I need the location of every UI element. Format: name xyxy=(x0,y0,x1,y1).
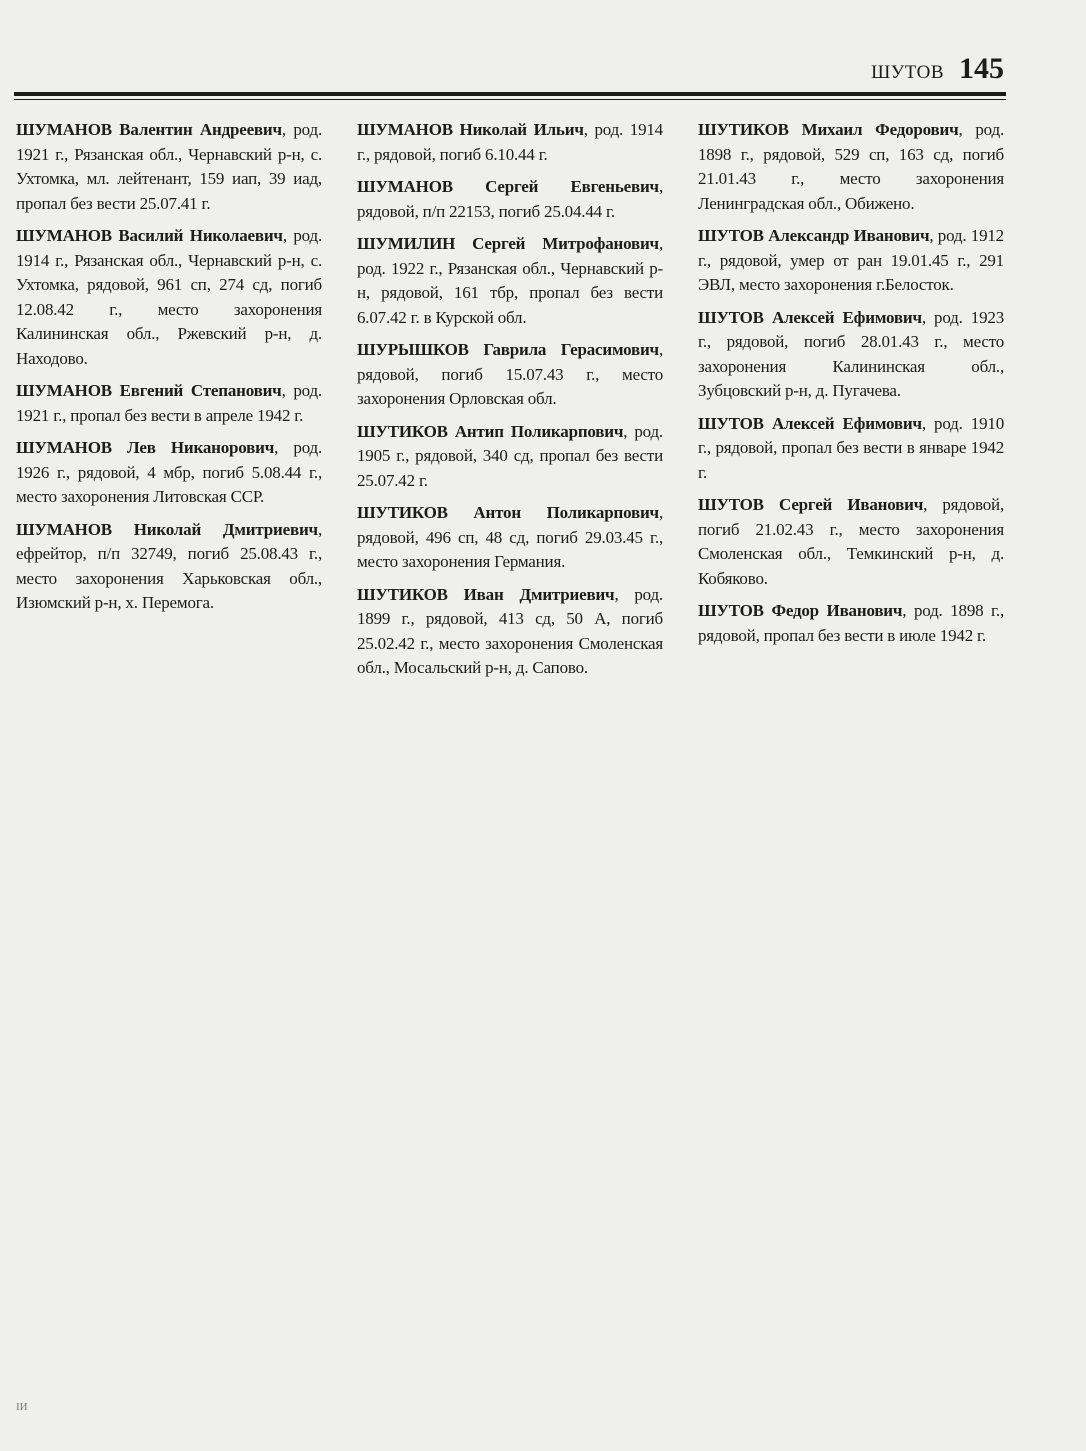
entry-text: , род. 1921 г., Рязанская обл., Чернавский р-н, с. Ухтомка, мл. лейтенант, 159 иап, 39 иад, пропал без вести 25.07.41 г. xyxy=(16,120,322,213)
page-number: 145 xyxy=(959,52,1004,85)
entry xyxy=(357,118,663,167)
running-head: ШУТОВ xyxy=(871,62,944,83)
footer-mark: ІИ xyxy=(16,1401,28,1413)
entry xyxy=(16,224,322,371)
entry xyxy=(357,420,663,494)
entry-text: , род. 1914 г., Рязанская обл., Чернавский р-н, с. Ухтомка, рядовой, 961 сп, 274 сд, погиб 12.08.42 г., место захоронения Калининская обл., Ржевский р-н, д. Находово. xyxy=(16,226,322,368)
entry-text: , род. 1923 г., рядовой, погиб 28.01.43 г., место захоронения Калининская обл., Зубцовский р-н, д. Пугачева. xyxy=(698,307,1004,400)
entry-name: ШУТОВ Сергей Иванович xyxy=(698,495,924,514)
entry-text: , рядовой, погиб 15.07.43 г., место захоронения Орловская обл. xyxy=(357,340,663,408)
entry-text: , род. 1910 г., рядовой, пропал без вести в январе 1942 г. xyxy=(698,413,1004,482)
entry-text: , род. 1914 г., рядовой, погиб 6.10.44 г. xyxy=(357,120,663,164)
entry-name: ШУМАНОВ Василий Николаевич xyxy=(16,226,283,245)
entry-text: , род. 1921 г., пропал без вести в апреле 1942 г. xyxy=(16,381,322,425)
entry xyxy=(16,518,322,616)
entry xyxy=(698,118,1004,216)
entry-name: ШУТОВ Федор Иванович xyxy=(698,601,903,620)
entry xyxy=(698,599,1004,648)
entry-name: ШУТИКОВ Антон Поликарпович xyxy=(357,503,659,522)
entry-name: ШУТОВ Алексей Ефимович xyxy=(698,413,922,433)
entry xyxy=(357,232,663,330)
entry-text: , род. 1905 г., рядовой, 340 сд, пропал без вести 25.07.42 г. xyxy=(357,421,663,490)
entry-name: ШУТОВ Алексей Ефимович xyxy=(698,307,922,327)
entry-name: ШУМИЛИН Сергей Митрофанович xyxy=(357,234,659,253)
entry-text: , род. 1926 г., рядовой, 4 мбр, погиб 5.08.44 г., место захоронения Литовская ССР. xyxy=(16,438,323,506)
entry-text: , рядовой, п/п 22153, погиб 25.04.44 г. xyxy=(357,177,663,221)
entry-name: ШУМАНОВ Сергей Евгеньевич xyxy=(357,177,659,196)
entry-name: ШУМАНОВ Евгений Степанович xyxy=(16,381,282,400)
entry-text: , род. 1898 г., рядовой, 529 сп, 163 сд, погиб 21.01.43 г., место захоронения Ленинградская обл., Обижено. xyxy=(698,120,1004,213)
entry-name: ШУМАНОВ Валентин Андреевич xyxy=(16,120,282,139)
entry xyxy=(698,224,1004,298)
entry-text: , рядовой, 496 сп, 48 сд, погиб 29.03.45 г., место захоронения Германия. xyxy=(357,503,663,571)
entry-text: , рядовой, погиб 21.02.43 г., место захоронения Смоленская обл., Темкинский р-н, д. Кобяково. xyxy=(698,495,1004,588)
entry xyxy=(16,118,322,216)
text-columns xyxy=(16,118,1004,689)
entry-name: ШУТИКОВ Антип Поликарпович xyxy=(357,421,624,441)
entry xyxy=(357,583,663,681)
entry-name: ШУРЫШКОВ Гаврила Герасимович xyxy=(357,340,659,359)
entry xyxy=(698,412,1004,486)
header-rule-thick xyxy=(14,92,1006,96)
entry-text: , род. 1922 г., Рязанская обл., Чернавский р-н, рядовой, 161 тбр, пропал без вести 6.07.42 г. в Курской обл. xyxy=(357,234,663,327)
column-3 xyxy=(698,118,1004,689)
entry-text: , род. 1898 г., рядовой, пропал без вести в июле 1942 г. xyxy=(698,601,1004,645)
entry xyxy=(16,379,322,428)
entry xyxy=(357,175,663,224)
entry-name: ШУМАНОВ Николай Дмитриевич xyxy=(16,519,318,539)
entry xyxy=(16,436,322,510)
entry-text: , род. 1899 г., рядовой, 413 сд, 50 А, погиб 25.02.42 г., место захоронения Смоленская обл., Мосальский р-н, д. Сапово. xyxy=(357,584,663,677)
entry-text: , род. 1912 г., рядовой, умер от ран 19.01.45 г., 291 ЭВЛ, место захоронения г.Белосток. xyxy=(698,226,1004,294)
entry-name: ШУМАНОВ Николай Ильич xyxy=(357,120,584,139)
entry xyxy=(357,338,663,412)
entry xyxy=(698,306,1004,404)
entry xyxy=(698,493,1004,591)
entry-name: ШУТОВ Александр Иванович xyxy=(698,226,930,245)
entry xyxy=(357,501,663,575)
column-2 xyxy=(357,118,663,689)
entry-name: ШУМАНОВ Лев Никанорович xyxy=(16,438,275,457)
column-1 xyxy=(16,118,322,689)
entry-name: ШУТИКОВ Михаил Федорович xyxy=(698,120,959,139)
entry-name: ШУТИКОВ Иван Дмитриевич xyxy=(357,584,615,604)
entry-text: , ефрейтор, п/п 32749, погиб 25.08.43 г., место захоронения Харьковская обл., Изюмский р-н, х. Перемога. xyxy=(16,519,322,612)
header-rule-thin xyxy=(14,99,1006,100)
